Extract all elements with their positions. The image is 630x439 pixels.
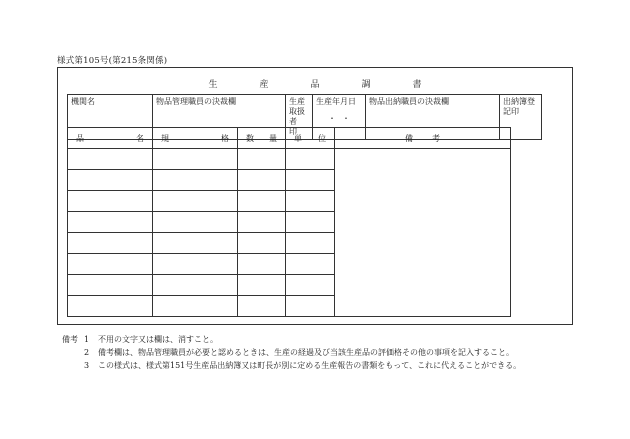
unit-cell[interactable] — [286, 191, 335, 212]
note-text: この様式は、様式第151号生産品出納簿又は町長が別に定める生産報告の書類をもって、これに代えることができる。 — [98, 361, 522, 370]
item-name-header — [68, 128, 153, 149]
notes-heading: 備考 — [62, 335, 78, 344]
item-table — [67, 127, 511, 317]
quantity-cell[interactable] — [238, 149, 286, 170]
unit-cell[interactable] — [286, 149, 335, 170]
specification-header-char: 規 — [161, 133, 169, 143]
unit-header-char: 単 — [294, 133, 302, 143]
item-name-cell[interactable] — [68, 191, 153, 212]
agency-name-label: 機関名 — [71, 97, 95, 106]
unit-cell[interactable] — [286, 212, 335, 233]
remarks-header-char: 備 — [405, 133, 413, 143]
specification-cell[interactable] — [153, 191, 238, 212]
column-header-row — [68, 128, 511, 149]
quantity-cell[interactable] — [238, 296, 286, 317]
item-name-cell[interactable] — [68, 170, 153, 191]
date-separator: ・ — [328, 114, 336, 123]
quantity-header-char: 数 — [246, 133, 254, 143]
title-char: 生 — [208, 80, 218, 90]
item-name-cell[interactable] — [68, 233, 153, 254]
unit-cell[interactable] — [286, 296, 335, 317]
remarks-header — [335, 128, 511, 149]
quantity-cell[interactable] — [238, 212, 286, 233]
ledger-seal-label: 出納簿登記印 — [503, 97, 535, 116]
quantity-cell[interactable] — [238, 191, 286, 212]
data-rows — [68, 149, 511, 317]
specification-cell[interactable] — [153, 275, 238, 296]
title-char: 書 — [412, 80, 422, 90]
note-number: 2 — [84, 348, 90, 357]
item-name-cell[interactable] — [68, 296, 153, 317]
notes-section — [62, 333, 521, 372]
remarks-cell[interactable] — [335, 149, 511, 317]
goods-manager-approval-label: 物品管理職員の決裁欄 — [156, 97, 236, 106]
note-number: 3 — [84, 361, 90, 370]
item-name-cell[interactable] — [68, 149, 153, 170]
remarks-header-char: 考 — [432, 133, 440, 143]
specification-cell[interactable] — [153, 212, 238, 233]
form-number-label: 様式第105号(第215条関係) — [57, 56, 168, 66]
production-date-label: 生産年月日 — [316, 97, 356, 106]
date-dots — [313, 109, 365, 124]
specification-header-char: 格 — [221, 133, 229, 143]
specification-cell[interactable] — [153, 149, 238, 170]
note-number: 1 — [84, 335, 90, 344]
title-char: 品 — [310, 80, 320, 90]
document-title — [57, 77, 573, 90]
note-text: 不用の文字又は欄は、消すこと。 — [98, 335, 218, 344]
shipping-officer-approval-label: 物品出納職員の決裁欄 — [369, 97, 449, 106]
specification-header — [153, 128, 238, 149]
title-char: 産 — [259, 80, 269, 90]
note-item — [62, 359, 521, 372]
specification-cell[interactable] — [153, 254, 238, 275]
date-separator: ・ — [342, 114, 350, 123]
unit-cell[interactable] — [286, 170, 335, 191]
item-name-cell[interactable] — [68, 212, 153, 233]
quantity-cell[interactable] — [238, 170, 286, 191]
item-name-header-char: 品 — [76, 133, 84, 143]
quantity-header-char: 量 — [269, 133, 277, 143]
unit-cell[interactable] — [286, 275, 335, 296]
unit-cell[interactable] — [286, 233, 335, 254]
specification-cell[interactable] — [153, 296, 238, 317]
note-text: 備考欄は、物品管理職員が必要と認めるときは、生産の経過及び当該生産品の評価格その他の事項を記入すること。 — [98, 348, 514, 357]
item-name-cell[interactable] — [68, 275, 153, 296]
unit-cell[interactable] — [286, 254, 335, 275]
table-row — [68, 149, 511, 170]
quantity-cell[interactable] — [238, 233, 286, 254]
quantity-cell[interactable] — [238, 254, 286, 275]
quantity-header — [238, 128, 286, 149]
title-char: 調 — [361, 80, 371, 90]
item-name-header-char: 名 — [136, 133, 144, 143]
quantity-cell[interactable] — [238, 275, 286, 296]
unit-header-char: 位 — [318, 133, 326, 143]
note-item — [62, 346, 521, 359]
specification-cell[interactable] — [153, 170, 238, 191]
note-item — [62, 333, 521, 346]
unit-header — [286, 128, 335, 149]
specification-cell[interactable] — [153, 233, 238, 254]
item-name-cell[interactable] — [68, 254, 153, 275]
producer-label: 生産取扱者 印 — [289, 97, 305, 136]
